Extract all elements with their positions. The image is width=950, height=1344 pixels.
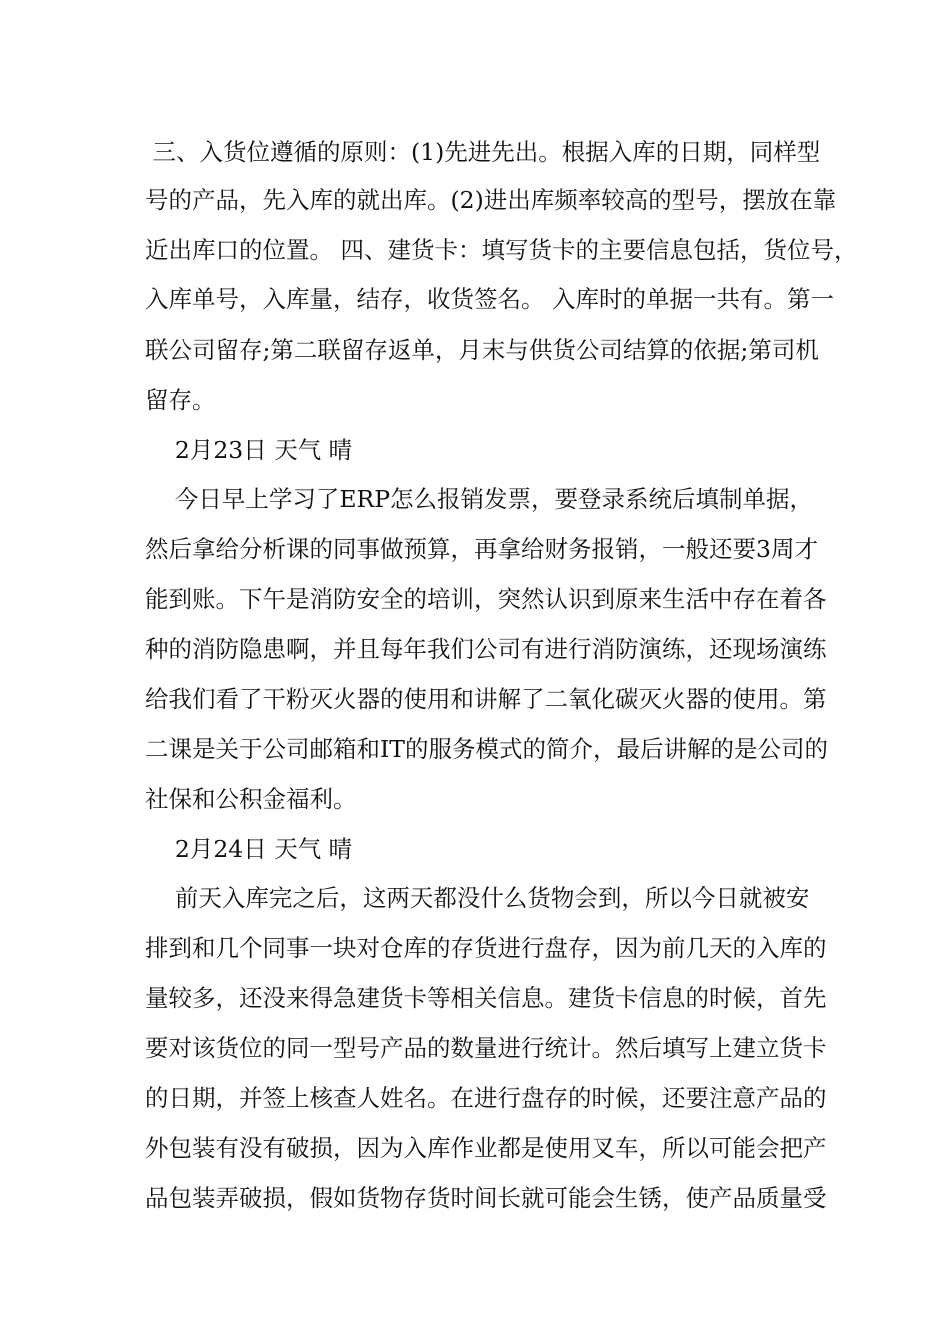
text-line: 然后拿给分析课的同事做预算，再拿给财务报销，一般还要3周才	[145, 535, 818, 563]
date-weather-heading: 2月24日 天气 晴	[145, 835, 353, 863]
date-weather-heading: 2月23日 天气 晴	[145, 436, 353, 464]
text-line: 外包装有没有破损，因为入库作业都是使用叉车，所以可能会把产	[145, 1134, 827, 1162]
text-line: 入库单号，入库量，结存，收货签名。 入库时的单据一共有。第一	[145, 285, 834, 313]
text-line: 联公司留存;第二联留存返单，月末与供货公司结算的依据;第司机	[145, 336, 819, 364]
text-line: 种的消防隐患啊，并且每年我们公司有进行消防演练，还现场演练	[145, 635, 827, 663]
text-line: 前天入库完之后，这两天都没什么货物会到，所以今日就被安	[145, 884, 810, 912]
text-line: 近出库口的位置。 四、建货卡：填写货卡的主要信息包括，货位号，	[145, 236, 858, 264]
text-line: 三、入货位遵循的原则：(1)先进先出。根据入库的日期，同样型	[145, 138, 821, 166]
text-line: 社保和公积金福利。	[145, 785, 357, 813]
text-line: 二课是关于公司邮箱和IT的服务模式的简介，最后讲解的是公司的	[145, 735, 828, 763]
text-line: 今日早上学习了ERP怎么报销发票，要登录系统后填制单据，	[145, 485, 814, 513]
text-line: 能到账。下午是消防安全的培训，突然认识到原来生活中存在着各	[145, 585, 827, 613]
text-line: 要对该货位的同一型号产品的数量进行统计。然后填写上建立货卡	[145, 1034, 827, 1062]
text-line: 给我们看了干粉灭火器的使用和讲解了二氧化碳灭火器的使用。第	[145, 685, 827, 713]
text-line: 号的产品，先入库的就出库。(2)进出库频率较高的型号，摆放在靠	[145, 186, 837, 214]
text-line: 排到和几个同事一块对仓库的存货进行盘存，因为前几天的入库的	[145, 934, 827, 962]
text-line: 量较多，还没来得急建货卡等相关信息。建货卡信息的时候，首先	[145, 984, 827, 1012]
text-line: 品包装弄破损，假如货物存货时间长就可能会生锈，使产品质量受	[145, 1184, 827, 1212]
text-line: 留存。	[145, 386, 216, 414]
text-line: 的日期，并签上核查人姓名。在进行盘存的时候，还要注意产品的	[145, 1084, 827, 1112]
